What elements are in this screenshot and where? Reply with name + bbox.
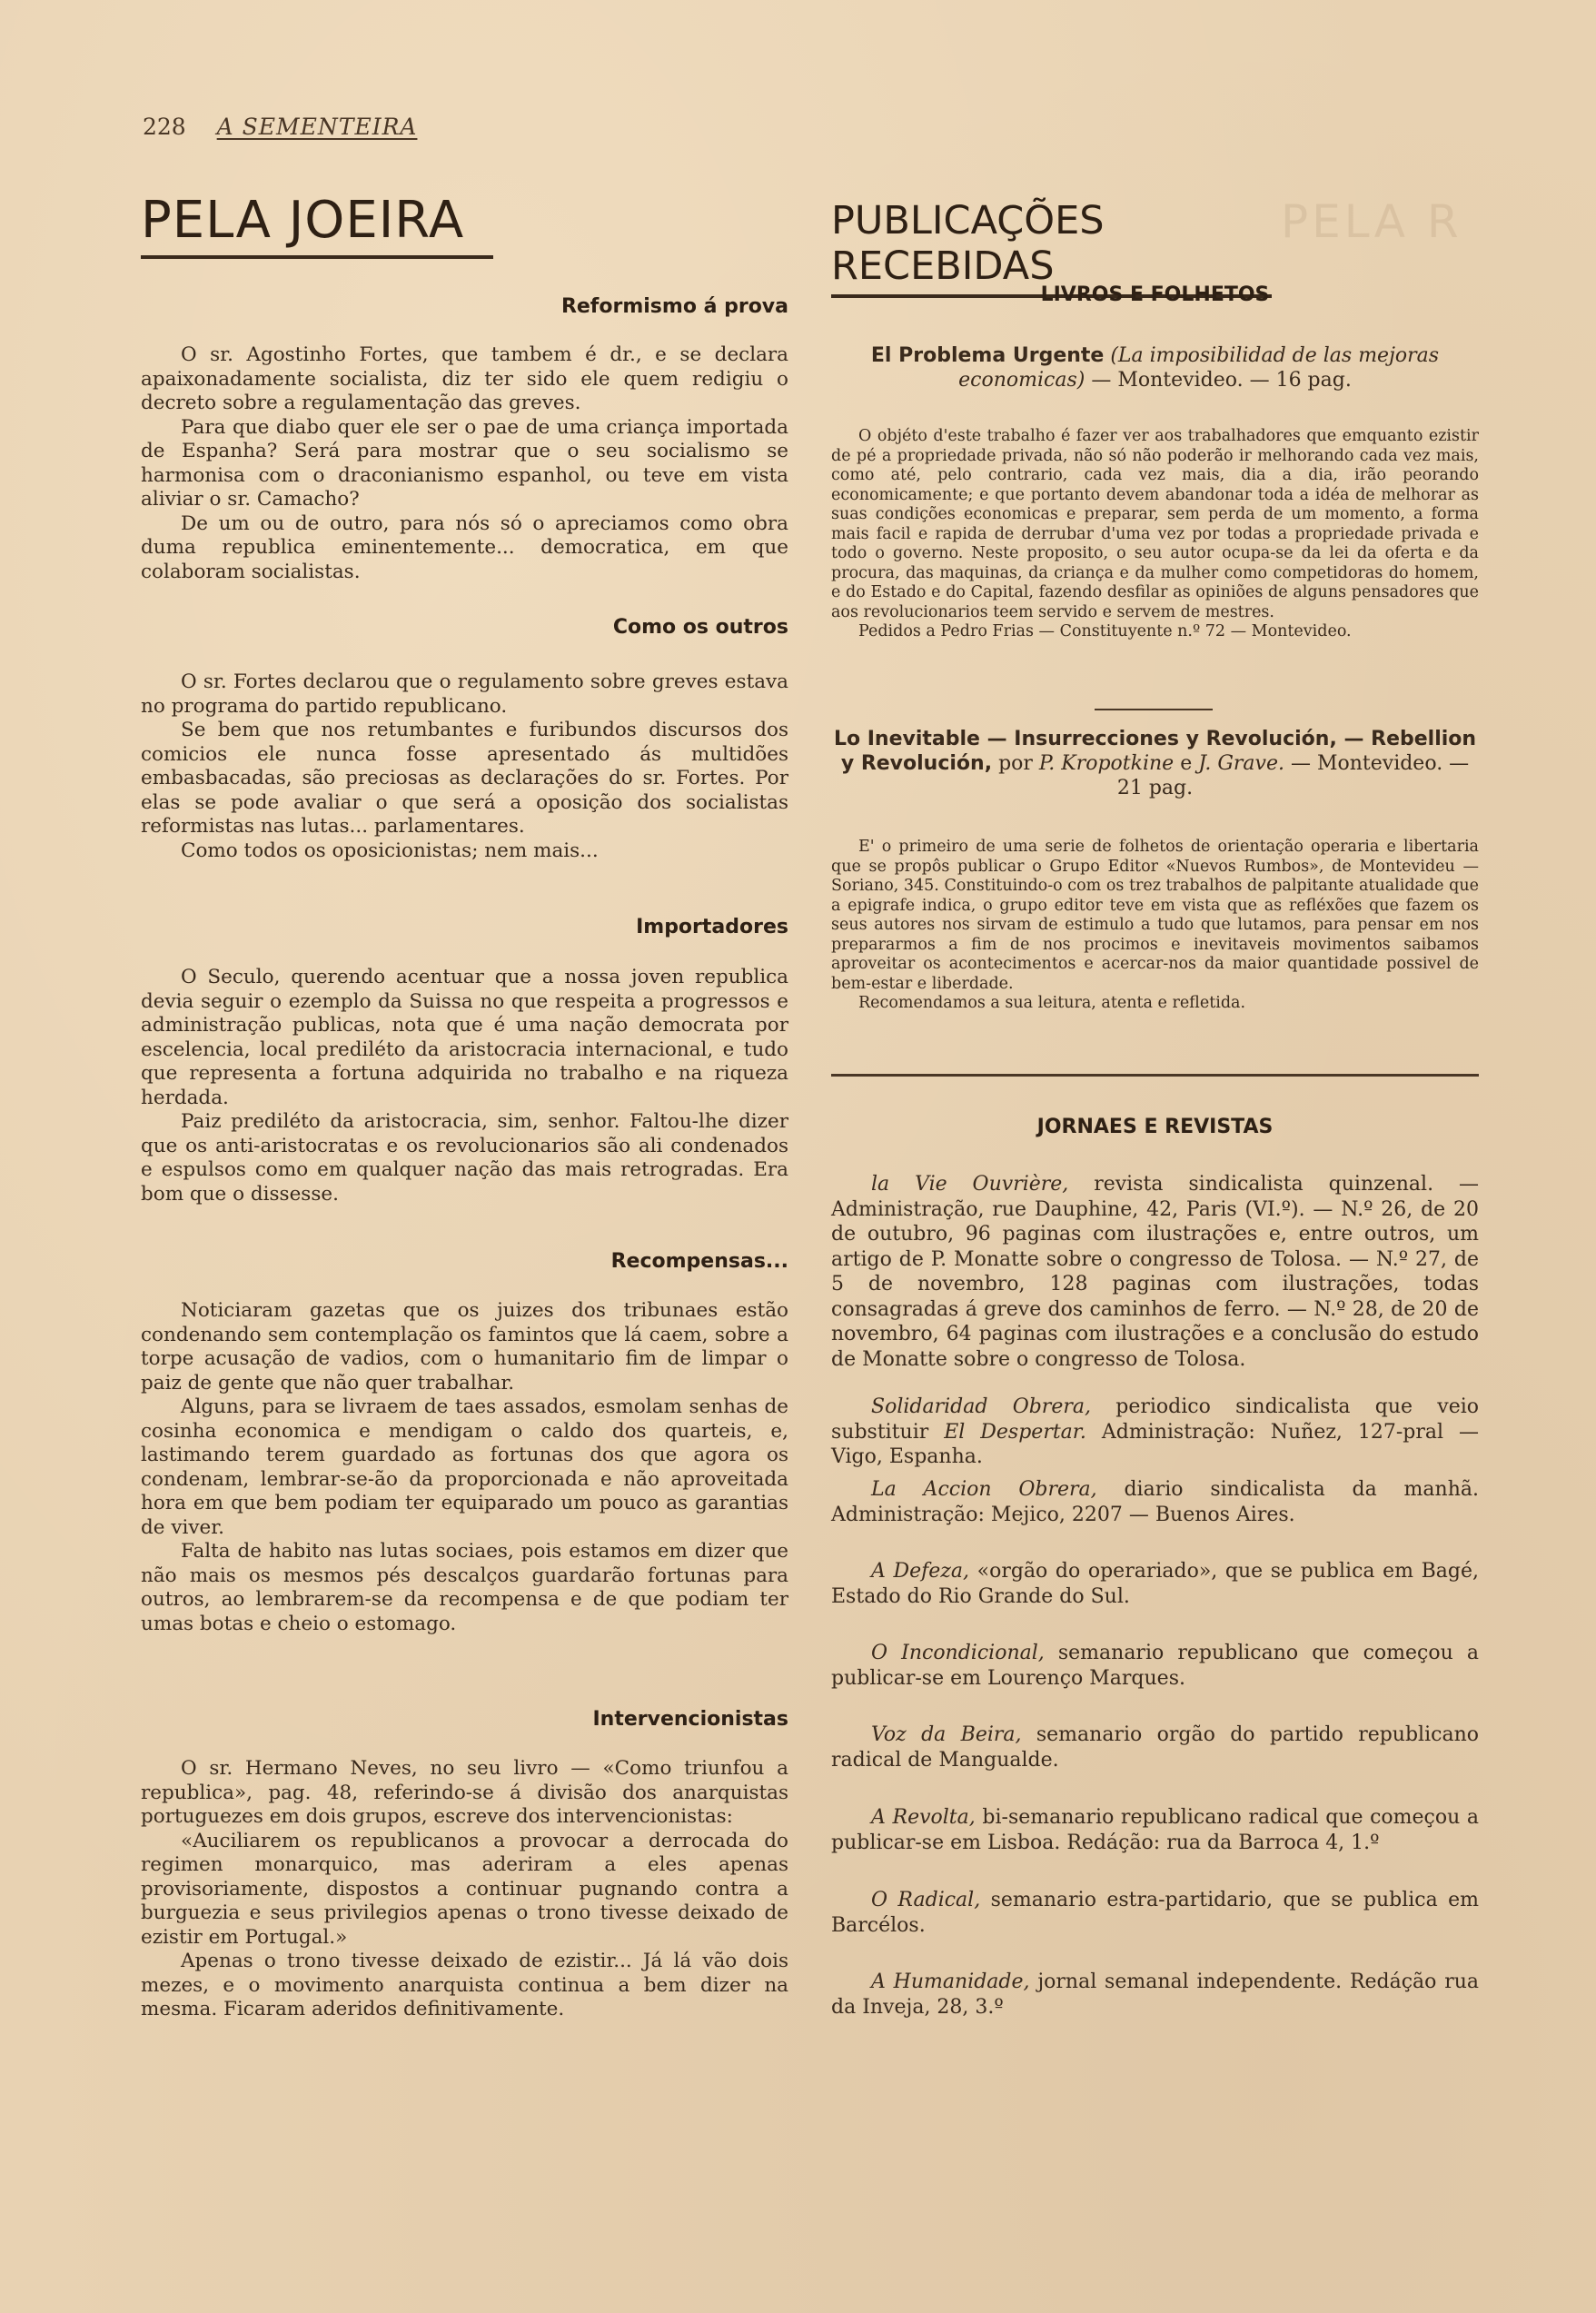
journal-entry — [831, 1559, 1479, 1609]
paragraph: O Seculo, querendo acentuar que a nossa joven republica devia seguir o ezemplo da Suissa no que respeita a progressos e administração publicas, nota que é uma nação democrata por escelencia, local prediléto da aristocracia internacional, e tudo que representa a fortuna adquirida no trabalho e na riqueza herdada. — [141, 966, 788, 1109]
section-title-recompensas: Recompensas... — [610, 1250, 788, 1273]
paragraph: Noticiaram gazetas que os juizes dos tribunaes estão condenando sem contemplação os famintos que lá caem, sobre a torpe acusação de vadios, com o humanitario fim de limpar o paiz de gente que não quer trabalhar. — [141, 1299, 788, 1395]
journal-text: semanario orgão do partido republicano radical de Mangualde. — [831, 1723, 1479, 1772]
journal-entry — [831, 1805, 1479, 1855]
paragraph: O sr. Fortes declarou que o regulamento sobre greves estava no programa do partido republicano. — [141, 670, 788, 718]
paragraph: Pedidos a Pedro Frias — Constituyente n.º 72 — Montevideo. — [858, 622, 1352, 640]
publicacoes-recebidas-heading: PUBLICAÇÕES RECEBIDAS — [831, 198, 1272, 298]
paragraph: Alguns, para se livraem de taes assados, esmolam senhas de cosinha economica e mendigam o caldo dos quarteis, e, lastimando terem guardado as fortunas dos que agora os condenam, lembrar-se-ão da proporcionada e não aproveitada hora em que bem podiam ter equiparado um pouco as garantias de viver. — [141, 1395, 788, 1539]
section-body-intervencionistas — [141, 1757, 788, 2022]
book1-description — [831, 427, 1479, 642]
book2-author1: P. Kropotkine — [1038, 752, 1175, 775]
page-header — [143, 114, 417, 140]
paragraph: Falta de habito nas lutas sociaes, pois estamos em dizer que não mais os mesmos pés descalços guardarão fortunas para outros, ao lembrarem-se da recompensa e de que podiam ter umas botas e cheio o estomago. — [141, 1540, 788, 1635]
journal-text: jornal semanal independente. Redáção rua da Inveja, 28, 3.º — [831, 1971, 1480, 2019]
book2-description — [831, 838, 1479, 1014]
pela-joeira-heading: PELA JOEIRA — [141, 191, 493, 259]
book2-title-bold: Lo Inevitable — Insurrecciones y Revolución, — Rebellion y Revolución, — [833, 728, 1477, 775]
section-body-reformismo — [141, 343, 788, 584]
books-subheading: LIVROS E FOLHETOS — [1040, 283, 1270, 306]
journal-name-2: El Despertar. — [944, 1420, 1086, 1444]
journal-name: A Revolta, — [871, 1806, 976, 1829]
section-body-como-os-outros — [141, 670, 788, 863]
journal-name: A Humanidade, — [871, 1971, 1030, 1993]
journal-text-2: Administração: Nuñez, 127-pral — Vigo, Espanha. — [831, 1420, 1480, 1468]
journal-entry — [831, 1722, 1479, 1772]
journal-title: A SEMENTEIRA — [216, 114, 418, 140]
paragraph: O sr. Agostinho Fortes, que tambem é dr., e se declara apaixonadamente socialista, diz ter sido ele quem redigiu o decreto sobre a regulamentação das greves. — [141, 343, 788, 414]
paragraph: E' o primeiro de uma serie de folhetos de orientação operaria e libertaria que se propôs publicar o Grupo Editor «Nuevos Rumbos», de Montevideu — Soriano, 345. Constituindo-o com os trez trabalhos de palpitante atualidade que a epigrafe indica, o grupo editor teve em vista que as refléxões que fazem os seus autores nos sirvam de estimulo a tudo que lutamos, para pensar em nos prepararmos a fim de nos procimos e inevitaveis movimentos saibamos aproveitar os acontecimentos e acercar-nos da maior quantidade possivel de bem-estar e liberdade. — [831, 838, 1479, 993]
book1-title-bold: El Problema Urgente — [870, 344, 1105, 367]
page-number: 228 — [143, 114, 186, 140]
paragraph: «Auciliarem os republicanos a provocar a derrocada do regimen monarquico, mas aderiram a eles apenas provisoriamente, dispostos a continuar pugnando contra a burguezia e seus privilegios apenas o trono tivesse deixado de ezistir em Portugal.» — [141, 1829, 788, 1949]
journal-name: O Incondicional, — [871, 1642, 1045, 1664]
paragraph: Como todos os oposicionistas; nem mais... — [181, 839, 599, 862]
section-body-recompensas — [141, 1299, 788, 1636]
journal-text: revista sindicalista quinzenal. — Administração, rue Dauphine, 42, Paris (VI.º). — N.º 26, de 20 de outubro, 96 paginas com ilustrações e, entre outros, um artigo de P. Monatte sobre o congresso de Tolosa. — N.º 27, de 5 de novembro, 128 paginas com ilustrações, todas consagradas á greve dos caminhos de ferro. — N.º 28, de 20 de novembro, 64 paginas com ilustrações e a conclusão do estudo de Monatte sobre o congresso de Tolosa. — [831, 1173, 1479, 1371]
section-divider — [831, 1074, 1479, 1077]
journal-entry — [831, 1172, 1479, 1372]
section-title-intervencionistas: Intervencionistas — [592, 1708, 788, 1731]
section-title-reformismo: Reformismo á prova — [560, 295, 788, 318]
journal-name: Solidaridad Obrera, — [871, 1395, 1091, 1418]
paragraph: Paiz prediléto da aristocracia, sim, senhor. Faltou-lhe dizer que os anti-aristocratas e os revolucionarios são ali condenados e espulsos como em qualquer nação das mais retrogradas. Era bom que o dissesse. — [141, 1110, 788, 1206]
journal-entry — [831, 1641, 1479, 1691]
journal-name: La Accion Obrera, — [871, 1478, 1097, 1501]
journal-name: O Radical, — [871, 1889, 981, 1911]
book1-title-tail: — Montevideo. — 16 pag. — [1091, 369, 1352, 392]
divider — [1095, 709, 1213, 710]
journal-name: la Vie Ouvrière, — [871, 1173, 1069, 1196]
section-title-como-os-outros: Como os outros — [612, 616, 788, 639]
journal-entry — [831, 1395, 1479, 1470]
journal-text: «orgão do operariado», que se publica em Bagé, Estado do Rio Grande do Sul. — [831, 1560, 1480, 1608]
paragraph: O objéto d'este trabalho é fazer ver aos trabalhadores que emquanto ezistir de pé a propriedade privada, não só não poderão ir melhorando cada vez mais, como até, pelo contrario, cada vez mais, dia a dia, irão peorando economicamente; e que portanto devem abandonar toda a idéa de melhorar as suas condições economicas e preparar, sem perda de um momento, a forma mais facil e rapida de derrubar d'uma vez por todas a propriedade privada e todo o governo. Neste proposito, o seu autor ocupa-se da lei da oferta e da procura, das maquinas, da criança e da mulher como competidoras do homem, e do Estado e do Capital, fazendo desfilar as opiniões de alguns pensadores que aos revolucionarios teem servido e servem de mestres. — [831, 427, 1479, 621]
paragraph: Se bem que nos retumbantes e furibundos discursos dos comicios ele nunca fosse apresentado ás multidões embasbacadas, são preciosas as declarações do sr. Fortes. Por elas se pode avaliar o que será a oposição dos socialistas reformistas nas lutas... parlamentares. — [141, 719, 788, 838]
journal-name: A Defeza, — [871, 1560, 970, 1583]
journal-text: periodico sindicalista que veio substituir — [831, 1395, 1480, 1444]
journal-entry — [831, 1477, 1479, 1527]
journal-text: semanario estra-partidario, que se publica em Barcélos. — [831, 1889, 1479, 1937]
journal-entry — [831, 1888, 1479, 1938]
book2-author2: J. Grave. — [1198, 752, 1284, 775]
paragraph: Recomendamos a sua leitura, atenta e refletida. — [858, 994, 1246, 1012]
book2-title-e: e — [1180, 752, 1193, 775]
paragraph: O sr. Hermano Neves, no seu livro — «Como triunfou a republica», pag. 48, referindo-se á divisão dos anarquistas portuguezes em dois grupos, escreve dos intervencionistas: — [141, 1757, 788, 1828]
paragraph: Para que diabo quer ele ser o pae de uma criança importada de Espanha? Será para mostrar que o seu socialismo se harmonisa com o draconianismo espanhol, ou teve em vista aliviar o sr. Camacho? — [141, 415, 788, 511]
journal-entry — [831, 1970, 1479, 2020]
ghost-bleed-text: PELA R — [1281, 195, 1462, 248]
book1-title-italic: (La imposibilidad de las mejoras economicas) — [958, 344, 1440, 392]
paragraph: De um ou de outro, para nós só o apreciamos como obra duma republica eminentemente... democratica, em que colaboram socialistas. — [141, 511, 788, 583]
book1-title — [831, 343, 1479, 392]
book2-title-por: por — [998, 752, 1033, 775]
book2-title — [831, 727, 1479, 800]
paragraph: Apenas o trono tivesse deixado de ezistir... Já lá vão dois mezes, e o movimento anarquista continua a bem dizer na mesma. Ficaram aderidos definitivamente. — [141, 1950, 788, 2020]
journal-text: diario sindicalista da manhã. Administração: Mejico, 2207 — Buenos Aires. — [831, 1478, 1479, 1526]
journals-subheading: JORNAES E REVISTAS — [1036, 1116, 1274, 1138]
section-title-importadores: Importadores — [636, 916, 788, 938]
journal-name: Voz da Beira, — [871, 1723, 1022, 1746]
journal-text: semanario republicano que começou a publicar-se em Lourenço Marques. — [831, 1642, 1479, 1690]
journal-text: bi-semanario republicano radical que começou a publicar-se em Lisboa. Redáção: rua da Barroca 4, 1.º — [831, 1806, 1480, 1854]
book2-title-tail: — Montevideo. — 21 pag. — [1116, 752, 1470, 799]
section-body-importadores — [141, 966, 788, 1206]
